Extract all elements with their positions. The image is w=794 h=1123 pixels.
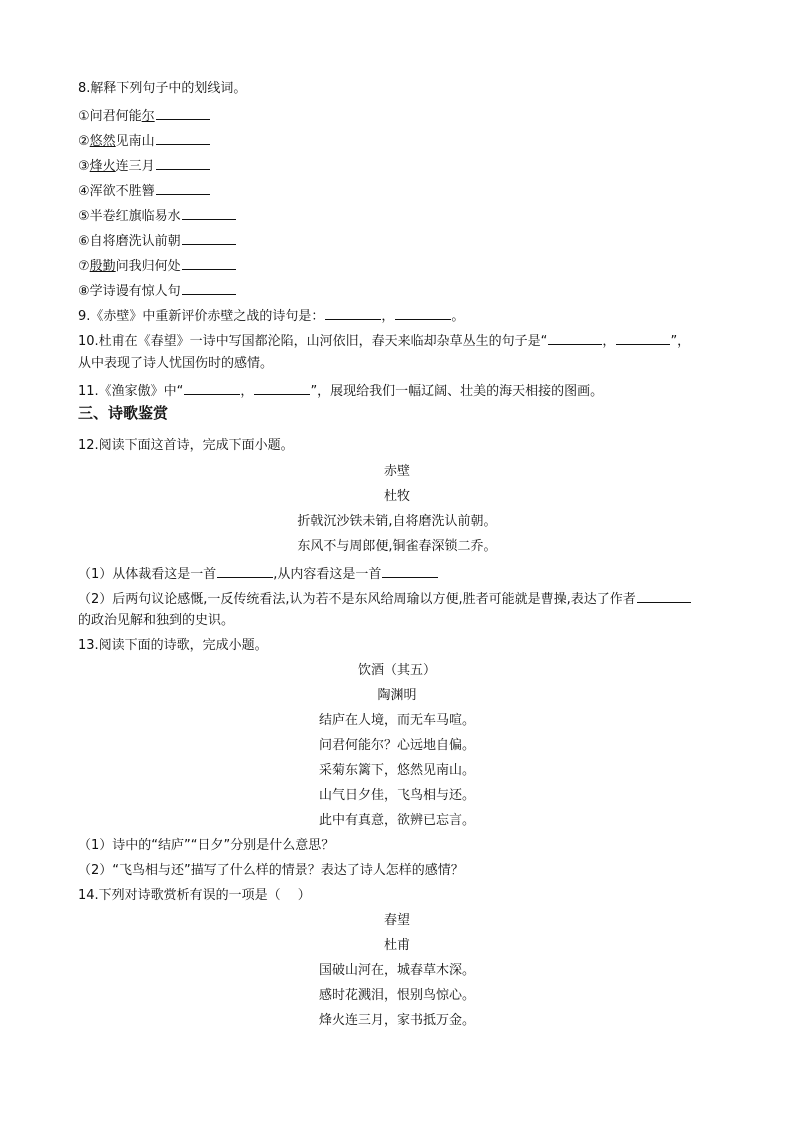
answer-blank[interactable] xyxy=(548,330,602,345)
answer-blank[interactable] xyxy=(156,105,210,120)
answer-blank[interactable] xyxy=(182,230,236,245)
q11-separator: ， xyxy=(240,384,254,399)
q8-item-6-pre: ⑥ xyxy=(78,234,90,249)
q8-item-2-post: 见南山 xyxy=(115,134,155,149)
q14-poem-title: 春望 xyxy=(383,913,410,928)
q10-line-1 xyxy=(78,330,690,351)
q8-item-3-underlined: 烽火 xyxy=(89,159,116,174)
q12-sub1-mid: ,从内容看这是一首 xyxy=(273,567,382,582)
q8-item-8-post: 惊人句 xyxy=(141,284,181,299)
q13-sub1: （1）诗中的“结庐”“日夕”分别是什么意思？ xyxy=(78,838,335,853)
q11-line xyxy=(78,380,603,401)
q12-sub1-pre: （1）从体裁看这是一首 xyxy=(78,567,217,582)
q12-poem-line-1: 折戟沉沙铁未销,自将磨洗认前朝。 xyxy=(297,514,497,529)
answer-blank[interactable] xyxy=(637,588,691,603)
q12-poem-author: 杜牧 xyxy=(383,489,410,504)
q8-item-1 xyxy=(78,105,210,126)
q12-poem-line-2: 东风不与周郎便,铜雀春深锁二乔。 xyxy=(297,539,497,554)
q11-pre: 11.《渔家傲》中“ xyxy=(78,384,184,399)
q13-poem-line-2: 问君何能尔？心远地自偏。 xyxy=(318,738,475,753)
q8-item-7 xyxy=(78,255,236,276)
q10-close-quote: ”， xyxy=(670,334,691,349)
q13-poem-line-4: 山气日夕佳，飞鸟相与还。 xyxy=(318,788,475,803)
q14-poem-line-1: 国破山河在，城春草木深。 xyxy=(318,963,475,978)
q13-poem-line-3: 采菊东篱下，悠然见南山。 xyxy=(318,763,475,778)
answer-blank[interactable] xyxy=(395,305,451,320)
q12-poem-title: 赤壁 xyxy=(383,464,410,479)
q10-separator: ， xyxy=(602,334,616,349)
q8-item-6 xyxy=(78,230,236,251)
q9-end: 。 xyxy=(451,309,465,324)
q8-item-6-post: 自将磨洗认前朝 xyxy=(89,234,181,249)
q8-item-5-pre: ⑤ xyxy=(78,209,90,224)
q14-intro: 14.下列对诗歌赏析有误的一项是（ ） xyxy=(78,888,311,903)
q8-title: 8.解释下列句子中的划线词。 xyxy=(78,81,247,96)
answer-blank[interactable] xyxy=(156,155,210,170)
q8-item-4 xyxy=(78,180,210,201)
q10-line-2: 从中表现了诗人忧国伤时的感情。 xyxy=(78,356,274,371)
answer-blank[interactable] xyxy=(156,180,210,195)
q8-item-2 xyxy=(78,130,210,151)
answer-blank[interactable] xyxy=(182,255,236,270)
q8-item-7-post: 问我归何处 xyxy=(115,259,181,274)
answer-blank[interactable] xyxy=(182,280,236,295)
q10-text: 10.杜甫在《春望》一诗中写国都沦陷，山河依旧，春天来临却杂草丛生的句子是“ xyxy=(78,334,548,349)
q12-intro: 12.阅读下面这首诗，完成下面小题。 xyxy=(78,438,294,453)
section-heading: 三、诗歌鉴赏 xyxy=(78,404,169,422)
q8-item-1-underlined: 尔 xyxy=(141,109,155,124)
answer-blank[interactable] xyxy=(156,130,210,145)
q14-poem-line-3: 烽火连三月，家书抵万金。 xyxy=(318,1013,475,1028)
answer-blank[interactable] xyxy=(217,563,273,578)
answer-blank[interactable] xyxy=(184,380,240,395)
q12-sub1 xyxy=(78,563,438,584)
q8-item-8-pre: ⑧学诗谩有 xyxy=(78,284,142,299)
answer-blank[interactable] xyxy=(254,380,310,395)
q9-text: 9.《赤壁》中重新评价赤壁之战的诗句是： xyxy=(78,309,325,324)
q8-item-8 xyxy=(78,280,236,301)
q8-item-3 xyxy=(78,155,210,176)
q8-item-3-pre: ③ xyxy=(78,159,90,174)
q12-sub2-text: （2）后两句议论感慨,一反传统看法,认为若不是东风给周瑜以方便,胜者可能就是曹操,表达了作者 xyxy=(78,592,636,607)
q8-item-1-pre: ①问君何能 xyxy=(78,109,142,124)
answer-blank[interactable] xyxy=(182,205,236,220)
q8-item-5 xyxy=(78,205,236,226)
q13-poem-line-1: 结庐在人境，而无车马喧。 xyxy=(318,713,475,728)
q14-poem-author: 杜甫 xyxy=(383,938,410,953)
q8-item-2-pre: ② xyxy=(78,134,90,149)
q8-item-2-underlined: 悠然 xyxy=(89,134,116,149)
q8-item-7-underlined: 殷勤 xyxy=(89,259,116,274)
q9-line xyxy=(78,305,464,326)
q13-poem-title: 饮酒（其五） xyxy=(357,663,436,678)
q9-separator: ， xyxy=(381,309,395,324)
q12-sub2-line-1 xyxy=(78,588,691,609)
q8-item-3-post: 连三月 xyxy=(115,159,155,174)
q13-sub2: （2）“飞鸟相与还”描写了什么样的情景？表达了诗人怎样的感情？ xyxy=(78,863,464,878)
q13-poem-author: 陶渊明 xyxy=(377,688,417,703)
q8-item-4-post: 浑欲不胜簪 xyxy=(89,184,155,199)
answer-blank[interactable] xyxy=(382,563,438,578)
q14-poem-line-2: 感时花溅泪，恨别鸟惊心。 xyxy=(318,988,475,1003)
q12-sub2-line-2: 的政治见解和独到的史识。 xyxy=(78,613,235,628)
q13-poem-line-5: 此中有真意，欲辨已忘言。 xyxy=(318,813,475,828)
answer-blank[interactable] xyxy=(616,330,670,345)
q13-intro: 13.阅读下面的诗歌，完成小题。 xyxy=(78,638,268,653)
q8-item-4-pre: ④ xyxy=(78,184,90,199)
answer-blank[interactable] xyxy=(325,305,381,320)
q8-item-5-post: 半卷红旗临易水 xyxy=(89,209,181,224)
q8-item-7-pre: ⑦ xyxy=(78,259,90,274)
q11-post: ”，展现给我们一幅辽阔、壮美的海天相接的图画。 xyxy=(310,384,604,399)
